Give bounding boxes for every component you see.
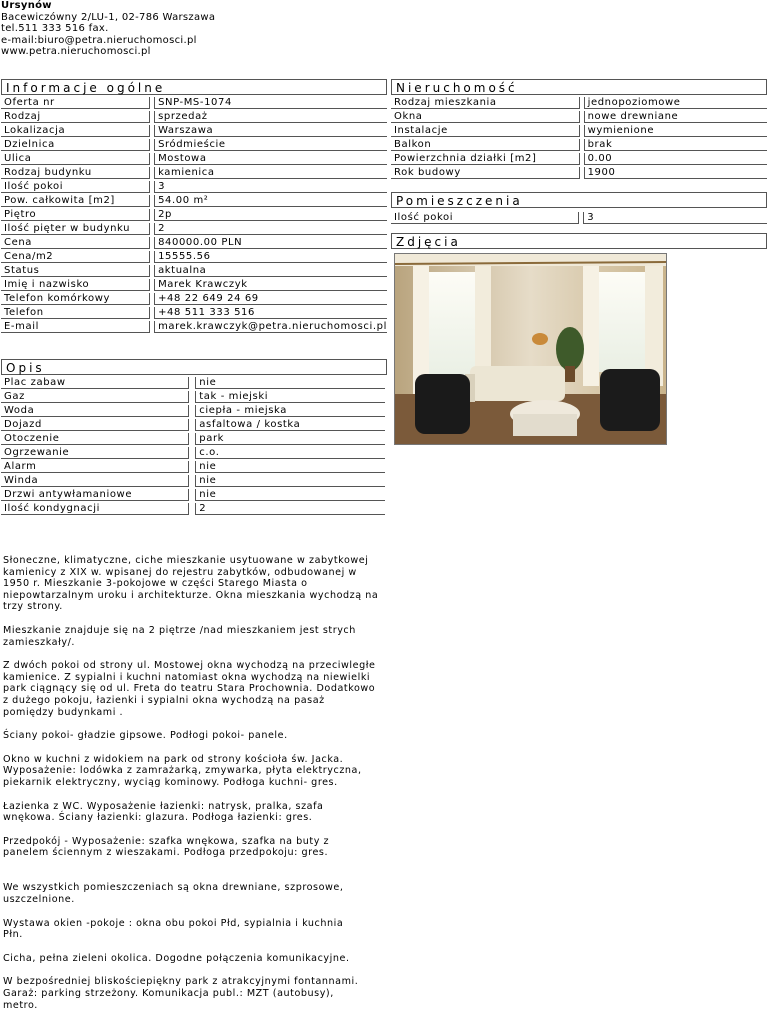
row-label: Dzielnica [1, 139, 150, 151]
row-value: nie [195, 377, 385, 389]
table-row [391, 153, 767, 165]
row-label: Oferta nr [1, 97, 150, 109]
section-property-header: Nieruchomość [391, 79, 767, 95]
table-row [1, 419, 385, 431]
table-row [1, 125, 387, 137]
section-photos-header: Zdjęcia [391, 233, 767, 249]
table-row [1, 251, 387, 263]
row-value: asfaltowa / kostka [195, 419, 385, 431]
row-label: Cena [1, 237, 150, 249]
table-row [1, 111, 387, 123]
table-row [1, 167, 387, 179]
row-value: nowe drewniane [584, 111, 767, 123]
row-label: Drzwi antywłamaniowe [1, 489, 189, 501]
row-label: Telefon komórkowy [1, 293, 150, 305]
row-label: Otoczenie [1, 433, 189, 445]
agency-email: e-mail:biuro@petra.nieruchomosci.pl [1, 34, 197, 46]
row-value: Śródmieście [154, 139, 387, 151]
description-paragraph: Łazienka z WC. Wyposażenie łazienki: natrysk, pralka, szafa wnękowa. Ściany łazienki: glazura. Podłoga łazienki: gres. [3, 800, 324, 824]
table-row [391, 212, 767, 224]
row-label: Ilość kondygnacji [1, 503, 189, 515]
row-value: park [195, 433, 385, 445]
row-value: 15555.56 [154, 251, 387, 263]
living-room-photo-icon [395, 254, 666, 444]
table-row [1, 405, 385, 417]
row-label: Ogrzewanie [1, 447, 189, 459]
general-info-table [1, 95, 387, 335]
description-paragraph: Przedpokój - Wyposażenie: szafka wnękowa, szafka na buty z panelem ściennym z wieszakami. Podłoga przedpokoju: gres. [3, 835, 330, 859]
row-label: Status [1, 265, 150, 277]
row-value: nie [195, 461, 385, 473]
row-value: c.o. [195, 447, 385, 459]
table-row [1, 475, 385, 487]
table-row [1, 293, 387, 305]
row-value: ciepła - miejska [195, 405, 385, 417]
row-value: Mostowa [154, 153, 387, 165]
description-paragraph: We wszystkich pomieszczeniach są okna drewniane, szprosowe, uszczelnione. [3, 882, 344, 906]
section-general-header: Informacje ogólne [1, 79, 387, 95]
row-value: SNP-MS-1074 [154, 97, 387, 109]
agency-website: www.petra.nieruchomosci.pl [1, 46, 151, 57]
table-row [1, 461, 385, 473]
row-label: Okna [391, 111, 580, 123]
description-text [3, 555, 388, 1023]
agency-phone: tel.511 333 516 fax. [1, 23, 109, 34]
table-row [1, 195, 387, 207]
row-value: 3 [154, 181, 387, 193]
description-table [1, 375, 385, 517]
description-paragraph: Cicha, pełna zieleni okolica. Dogodne połączenia komunikacyjne. [3, 952, 350, 964]
row-label: Lokalizacja [1, 125, 150, 137]
description-paragraph: Wystawa okien -pokoje : okna obu pokoi Płd, sypialnia i kuchnia Płn. [3, 917, 344, 941]
row-label: Ilość pokoi [1, 181, 150, 193]
table-row [1, 503, 385, 515]
description-paragraph: Z dwóch pokoi od strony ul. Mostowej okna wychodzą na przeciwległe kamienice. Z sypialni i kuchni natomiast okna wychodzą na niewielki park ciągnący się od ul. Freta do teatru Stara Prochownia. Dodatkowo z dużego pokoju, łazienki i sypialni okna wychodzą na pasaż pomiędzy budynkami . [3, 660, 376, 718]
table-row [1, 307, 387, 319]
description-paragraph: Słoneczne, klimatyczne, ciche mieszkanie usytuowane w zabytkowej kamienicy z XIX w. wpisanej do rejestru zabytków, odbudowanej w 1950 r. Mieszkanie 3-pokojowe w części Starego Miasta o niepowtarzalnym uroku i architekturze. Okna mieszkania wychodzą na trzy strony. [3, 555, 379, 613]
row-label: Alarm [1, 461, 189, 473]
row-value: 3 [583, 212, 767, 224]
row-value: kamienica [154, 167, 387, 179]
row-label: Rok budowy [391, 167, 580, 179]
row-value: 0.00 [584, 153, 767, 165]
row-label: Ulica [1, 153, 150, 165]
row-value: Marek Krawczyk [154, 279, 387, 291]
row-value: jednopoziomowe [584, 97, 767, 109]
table-row [1, 139, 387, 151]
description-paragraph: Ściany pokoi- gładzie gipsowe. Podłogi pokoi- panele. [3, 730, 288, 742]
row-label: Rodzaj mieszkania [391, 97, 580, 109]
row-label: Dojazd [1, 419, 189, 431]
table-row [1, 377, 385, 389]
table-row [391, 125, 767, 137]
table-row [1, 237, 387, 249]
row-value: nie [195, 489, 385, 501]
row-value: +48 22 649 24 69 [154, 293, 387, 305]
property-photo[interactable] [394, 253, 667, 445]
section-description-header: Opis [1, 359, 387, 375]
row-label: Pow. całkowita [m2] [1, 195, 150, 207]
row-value: 2 [195, 503, 385, 515]
table-row [1, 223, 387, 235]
row-label: Telefon [1, 307, 150, 319]
table-row [391, 97, 767, 109]
row-label: Instalacje [391, 125, 580, 137]
row-label: Plac zabaw [1, 377, 189, 389]
table-row [391, 139, 767, 151]
agency-header [1, 0, 215, 58]
table-row [1, 447, 385, 459]
table-row [1, 391, 385, 403]
table-row [1, 153, 387, 165]
row-value: 1900 [584, 167, 767, 179]
table-row [1, 321, 387, 333]
rooms-table [391, 210, 767, 226]
row-label: Balkon [391, 139, 580, 151]
row-value: 2p [154, 209, 387, 221]
row-value: marek.krawczyk@petra.nieruchomosci.pl [154, 321, 387, 333]
row-label: Piętro [1, 209, 150, 221]
table-row [1, 181, 387, 193]
row-label: Woda [1, 405, 189, 417]
property-table [391, 95, 767, 181]
table-row [391, 167, 767, 179]
table-row [1, 209, 387, 221]
row-value: 2 [154, 223, 387, 235]
row-label: Rodzaj budynku [1, 167, 150, 179]
row-label: Imię i nazwisko [1, 279, 150, 291]
table-row [391, 111, 767, 123]
row-value: brak [584, 139, 767, 151]
table-row [1, 279, 387, 291]
row-label: E-mail [1, 321, 150, 333]
row-value: +48 511 333 516 [154, 307, 387, 319]
table-row [1, 265, 387, 277]
description-paragraph: Mieszkanie znajduje się na 2 piętrze /nad mieszkaniem jest strych zamieszkały/. [3, 624, 356, 648]
agency-address: Bacewiczówny 2/LU-1, 02-786 Warszawa [1, 11, 216, 23]
table-row [1, 97, 387, 109]
row-label: Winda [1, 475, 189, 487]
row-value: Warszawa [154, 125, 387, 137]
row-value: 840000.00 PLN [154, 237, 387, 249]
row-value: wymienione [584, 125, 767, 137]
table-row [1, 433, 385, 445]
row-label: Ilość pięter w budynku [1, 223, 150, 235]
row-value: 54.00 m² [154, 195, 387, 207]
row-label: Powierzchnia działki [m2] [391, 153, 580, 165]
row-label: Gaz [1, 391, 189, 403]
table-row [1, 489, 385, 501]
row-value: sprzedaż [154, 111, 387, 123]
description-paragraph: W bezpośredniej bliskościepiękny park z atrakcyjnymi fontannami. Garaż: parking strzeżony. Komunikacja publ.: MZT (autobusy), metro. [3, 976, 359, 1011]
row-label: Ilość pokoi [391, 212, 579, 224]
agency-name: Ursynów [1, 0, 52, 11]
row-value: tak - miejski [195, 391, 385, 403]
row-label: Rodzaj [1, 111, 150, 123]
section-rooms-header: Pomieszczenia [391, 192, 767, 208]
row-value: aktualna [154, 265, 387, 277]
row-value: nie [195, 475, 385, 487]
row-label: Cena/m2 [1, 251, 150, 263]
description-paragraph: Okno w kuchni z widokiem na park od strony kościoła św. Jacka. Wyposażenie: lodówka z zamrażarką, zmywarka, płyta elektryczna, piekarnik elektryczny, wyciąg kominowy. Podłoga kuchni- gres. [3, 753, 362, 788]
